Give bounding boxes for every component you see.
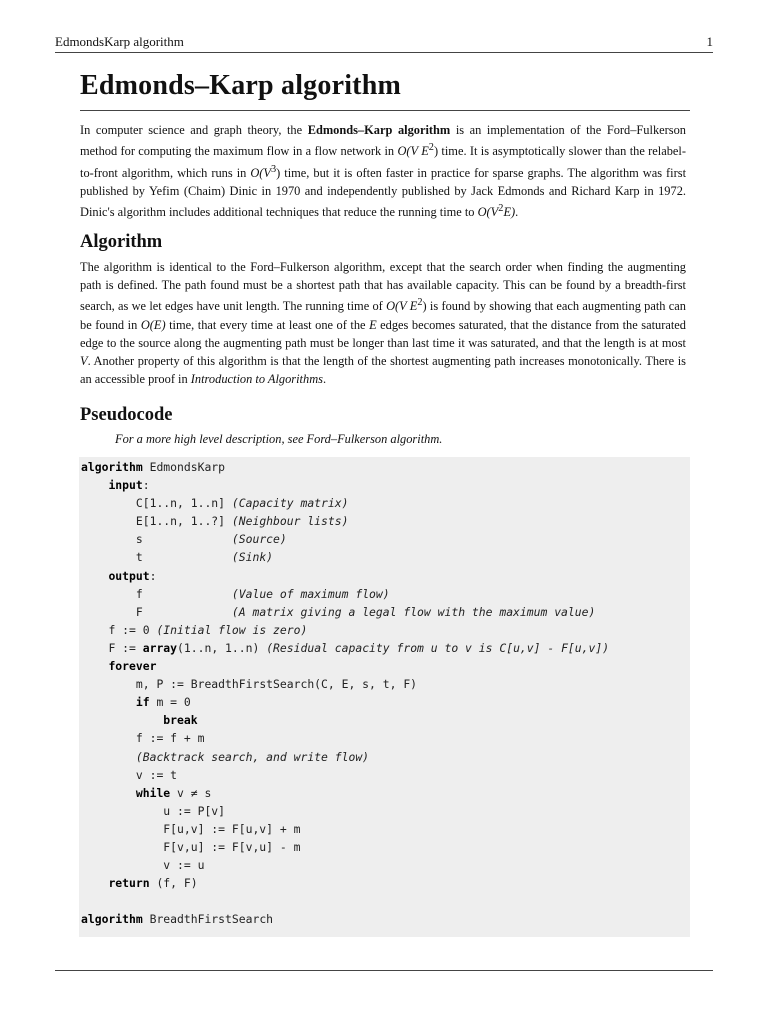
footer-rule (55, 970, 713, 971)
algorithm-paragraph: The algorithm is identical to the Ford–Fulkerson algorithm, except that the search order when finding the augmenting path is defined. The path found must be a shortest path that has available capacity. This can be found by a breadth-first search, as we let edges have unit length. The running time of O(V $E^2$) is found by showing that each augmenting path can be found in O(E) time, that every time at least one of the E edges becomes saturated, that the distance from the saturated edge to the source along the augmenting path must be longer than last time it was saturated, and that the length is at most V. Another property of this algorithm is that the length of the shortest augmenting path increases monotonically. There is an accessible proof in Introduction to Algorithms. (80, 260, 686, 387)
pseudocode-block: algorithm EdmondsKarp input: C[1..n, 1..n] (Capacity matrix) E[1..n, 1..?] (Neighbour lists) s (Source) t (Sink) output: f (Value of maximum flow) F (A matrix giving a legal flow with the maximum value) f := 0 (Initial flow is zero) F := array(1..n, 1..n) (Residual capacity from u to v is C[u,v] - F[u,v]) forever m, P := BreadthFirstSearch(C, E, s, t, F) if m = 0 break f := f + m (Backtrack search, and write flow) v := t while v ≠ s u := P[v] F[u,v] := F[u,v] + m F[v,u] := F[v,u] - m v := u return (f, F) algorithm BreadthFirstSearch (81, 460, 610, 927)
intro-term: Edmonds–Karp algorithm (307, 123, 451, 137)
page-title: Edmonds–Karp algorithm (80, 70, 401, 101)
running-header-title: EdmondsKarp algorithm (55, 34, 184, 49)
page-number: 1 (706, 34, 713, 49)
title-rule (80, 110, 690, 111)
algorithm-heading: Algorithm (80, 232, 163, 252)
header-rule (55, 52, 713, 53)
running-header (55, 34, 713, 50)
pseudocode-heading: Pseudocode (80, 405, 173, 425)
hatnote: For a more high level description, see Ford–Fulkerson algorithm. (115, 432, 443, 446)
intro-paragraph: In computer science and graph theory, the Edmonds–Karp algorithm is an implementation of the Ford–Fulkerson method for computing the maximum flow in a flow network in O(V $E^2$) time. It is asymptotically slower than the relabel-to-front algorithm, which runs in $O(V^3)$ time, but it is often faster in practice for sparse graphs. The algorithm was first published by Yefim (Chaim) Dinic in 1970 and independently published by Jack Edmonds and Richard Karp in 1972. Dinic's algorithm includes additional techniques that reduce the running time to $O(V^2E)$. (80, 123, 687, 220)
book-title: Introduction to Algorithms (190, 372, 323, 387)
